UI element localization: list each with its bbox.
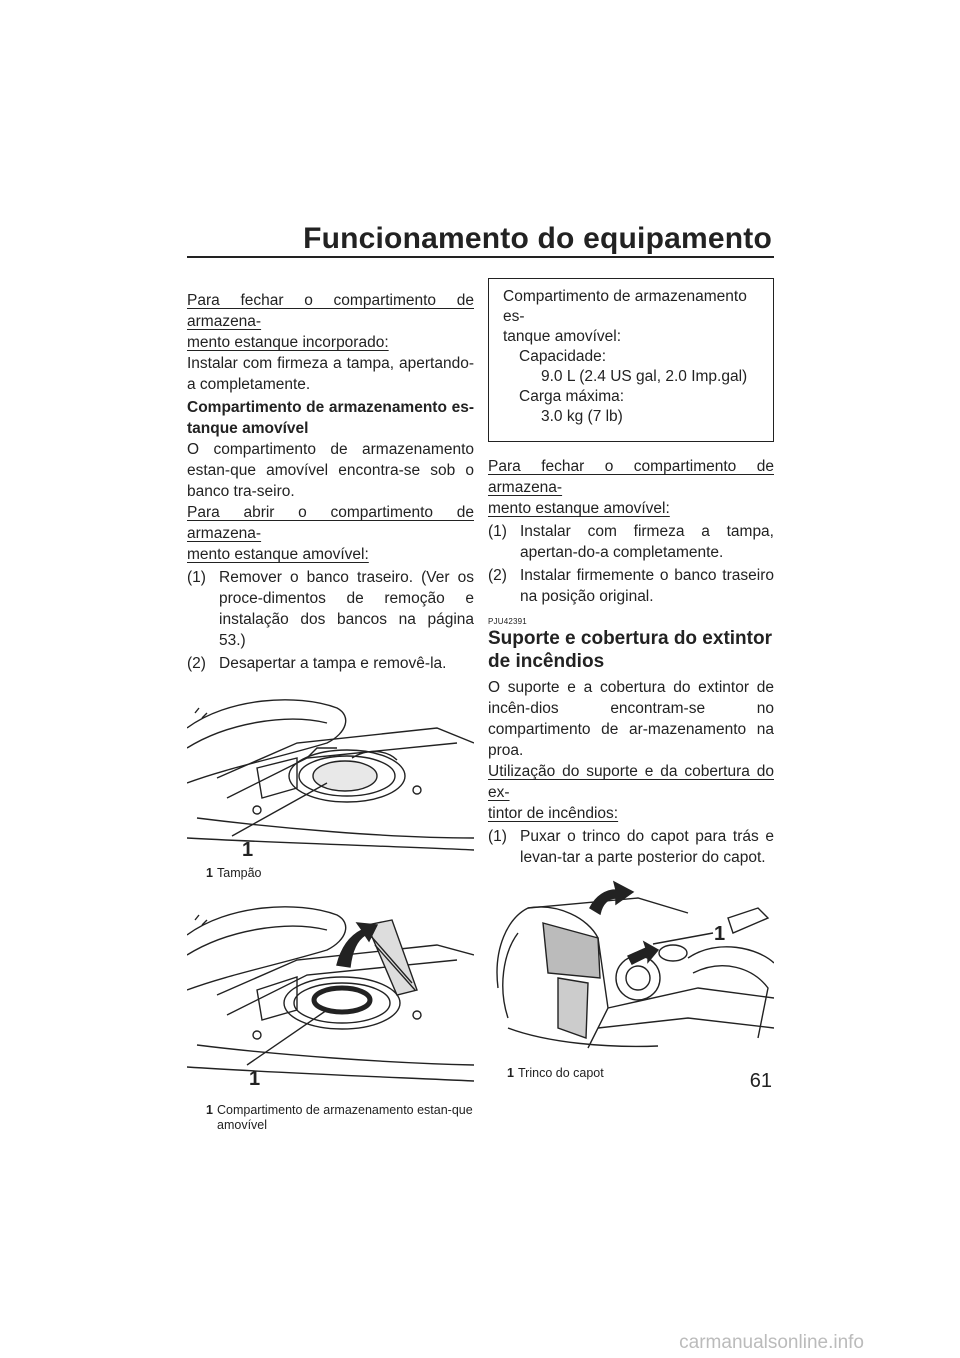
removable-compartment-illustration	[187, 895, 474, 1095]
close-removable-heading: Para fechar o compartimento de armazena- mento estanque amovível:	[488, 458, 774, 517]
fig1-caption: 1 Tampão	[206, 866, 262, 880]
header-rule	[187, 256, 774, 258]
fig2-caption: 1 Compartimento de armazenamento estan-que amovível	[206, 1103, 473, 1132]
close-builtin-heading: Para fechar o compartimento de armazena- mento estanque incorporado:	[187, 292, 474, 351]
page-number: 61	[749, 1070, 772, 1092]
spec-title: Compartimento de armazenamento es- tanque amovível:	[503, 288, 747, 345]
open-heading: Para abrir o compartimento de armazena- mento estanque amovível:	[187, 504, 474, 563]
fig3-caption: 1 Trinco do capot	[507, 1066, 604, 1080]
section-text: O suporte e a cobertura do extintor de incên-dios encontram-se no compartimento de ar-mazenamento na proa.	[488, 679, 774, 759]
capacity-label: Capacidade:	[519, 348, 607, 365]
use-heading: Utilização do suporte e da cobertura do ex- tintor de incêndios:	[488, 763, 774, 822]
capacity-value: 9.0 L (2.4 US gal, 2.0 Imp.gal)	[541, 368, 748, 385]
close-step-2: (2) Instalar firmemente o banco traseiro na posição original.	[488, 567, 774, 605]
right-column	[488, 278, 774, 1081]
hood-latch-illustration	[488, 878, 774, 1058]
fig3-callout: 1	[714, 923, 726, 945]
figure-cap-illustration	[187, 688, 474, 881]
max-load-label: Carga máxima:	[519, 388, 625, 405]
close-step-1: (1) Instalar com firmeza a tampa, apertan-do-a completamente.	[488, 523, 774, 561]
page-header-title: Funcionamento do equipamento	[303, 222, 772, 255]
close-builtin-text: Instalar com firmeza a tampa, apertando-a completamente.	[187, 355, 474, 393]
section-title: Suporte e cobertura do extintor de incêndios	[488, 628, 772, 672]
left-column	[187, 290, 474, 1133]
figure-compartment-illustration	[187, 895, 474, 1133]
removable-heading: Compartimento de armazenamento es-tanque amovível	[187, 399, 474, 437]
seat-cap-illustration	[187, 688, 474, 858]
removable-text: O compartimento de armazenamento estan-que amovível encontra-se sob o banco tra-seiro.	[187, 441, 474, 500]
use-step-1: (1) Puxar o trinco do capot para trás e levan-tar a parte posterior do capot.	[488, 828, 774, 866]
step-2: (2) Desapertar a tampa e removê-la.	[187, 655, 447, 672]
step-1: (1) Remover o banco traseiro. (Ver os proce-dimentos de remoção e instalação dos bancos na página 53.)	[187, 569, 474, 649]
spec-box	[488, 278, 774, 442]
fig2-callout: 1	[249, 1068, 261, 1090]
fig1-callout: 1	[242, 839, 254, 858]
section-code: PJU42391	[488, 617, 527, 626]
max-load-value: 3.0 kg (7 lb)	[541, 408, 623, 425]
figure-hood-latch-illustration	[488, 878, 774, 1081]
footer-watermark: carmanualsonline.info	[679, 1332, 864, 1353]
